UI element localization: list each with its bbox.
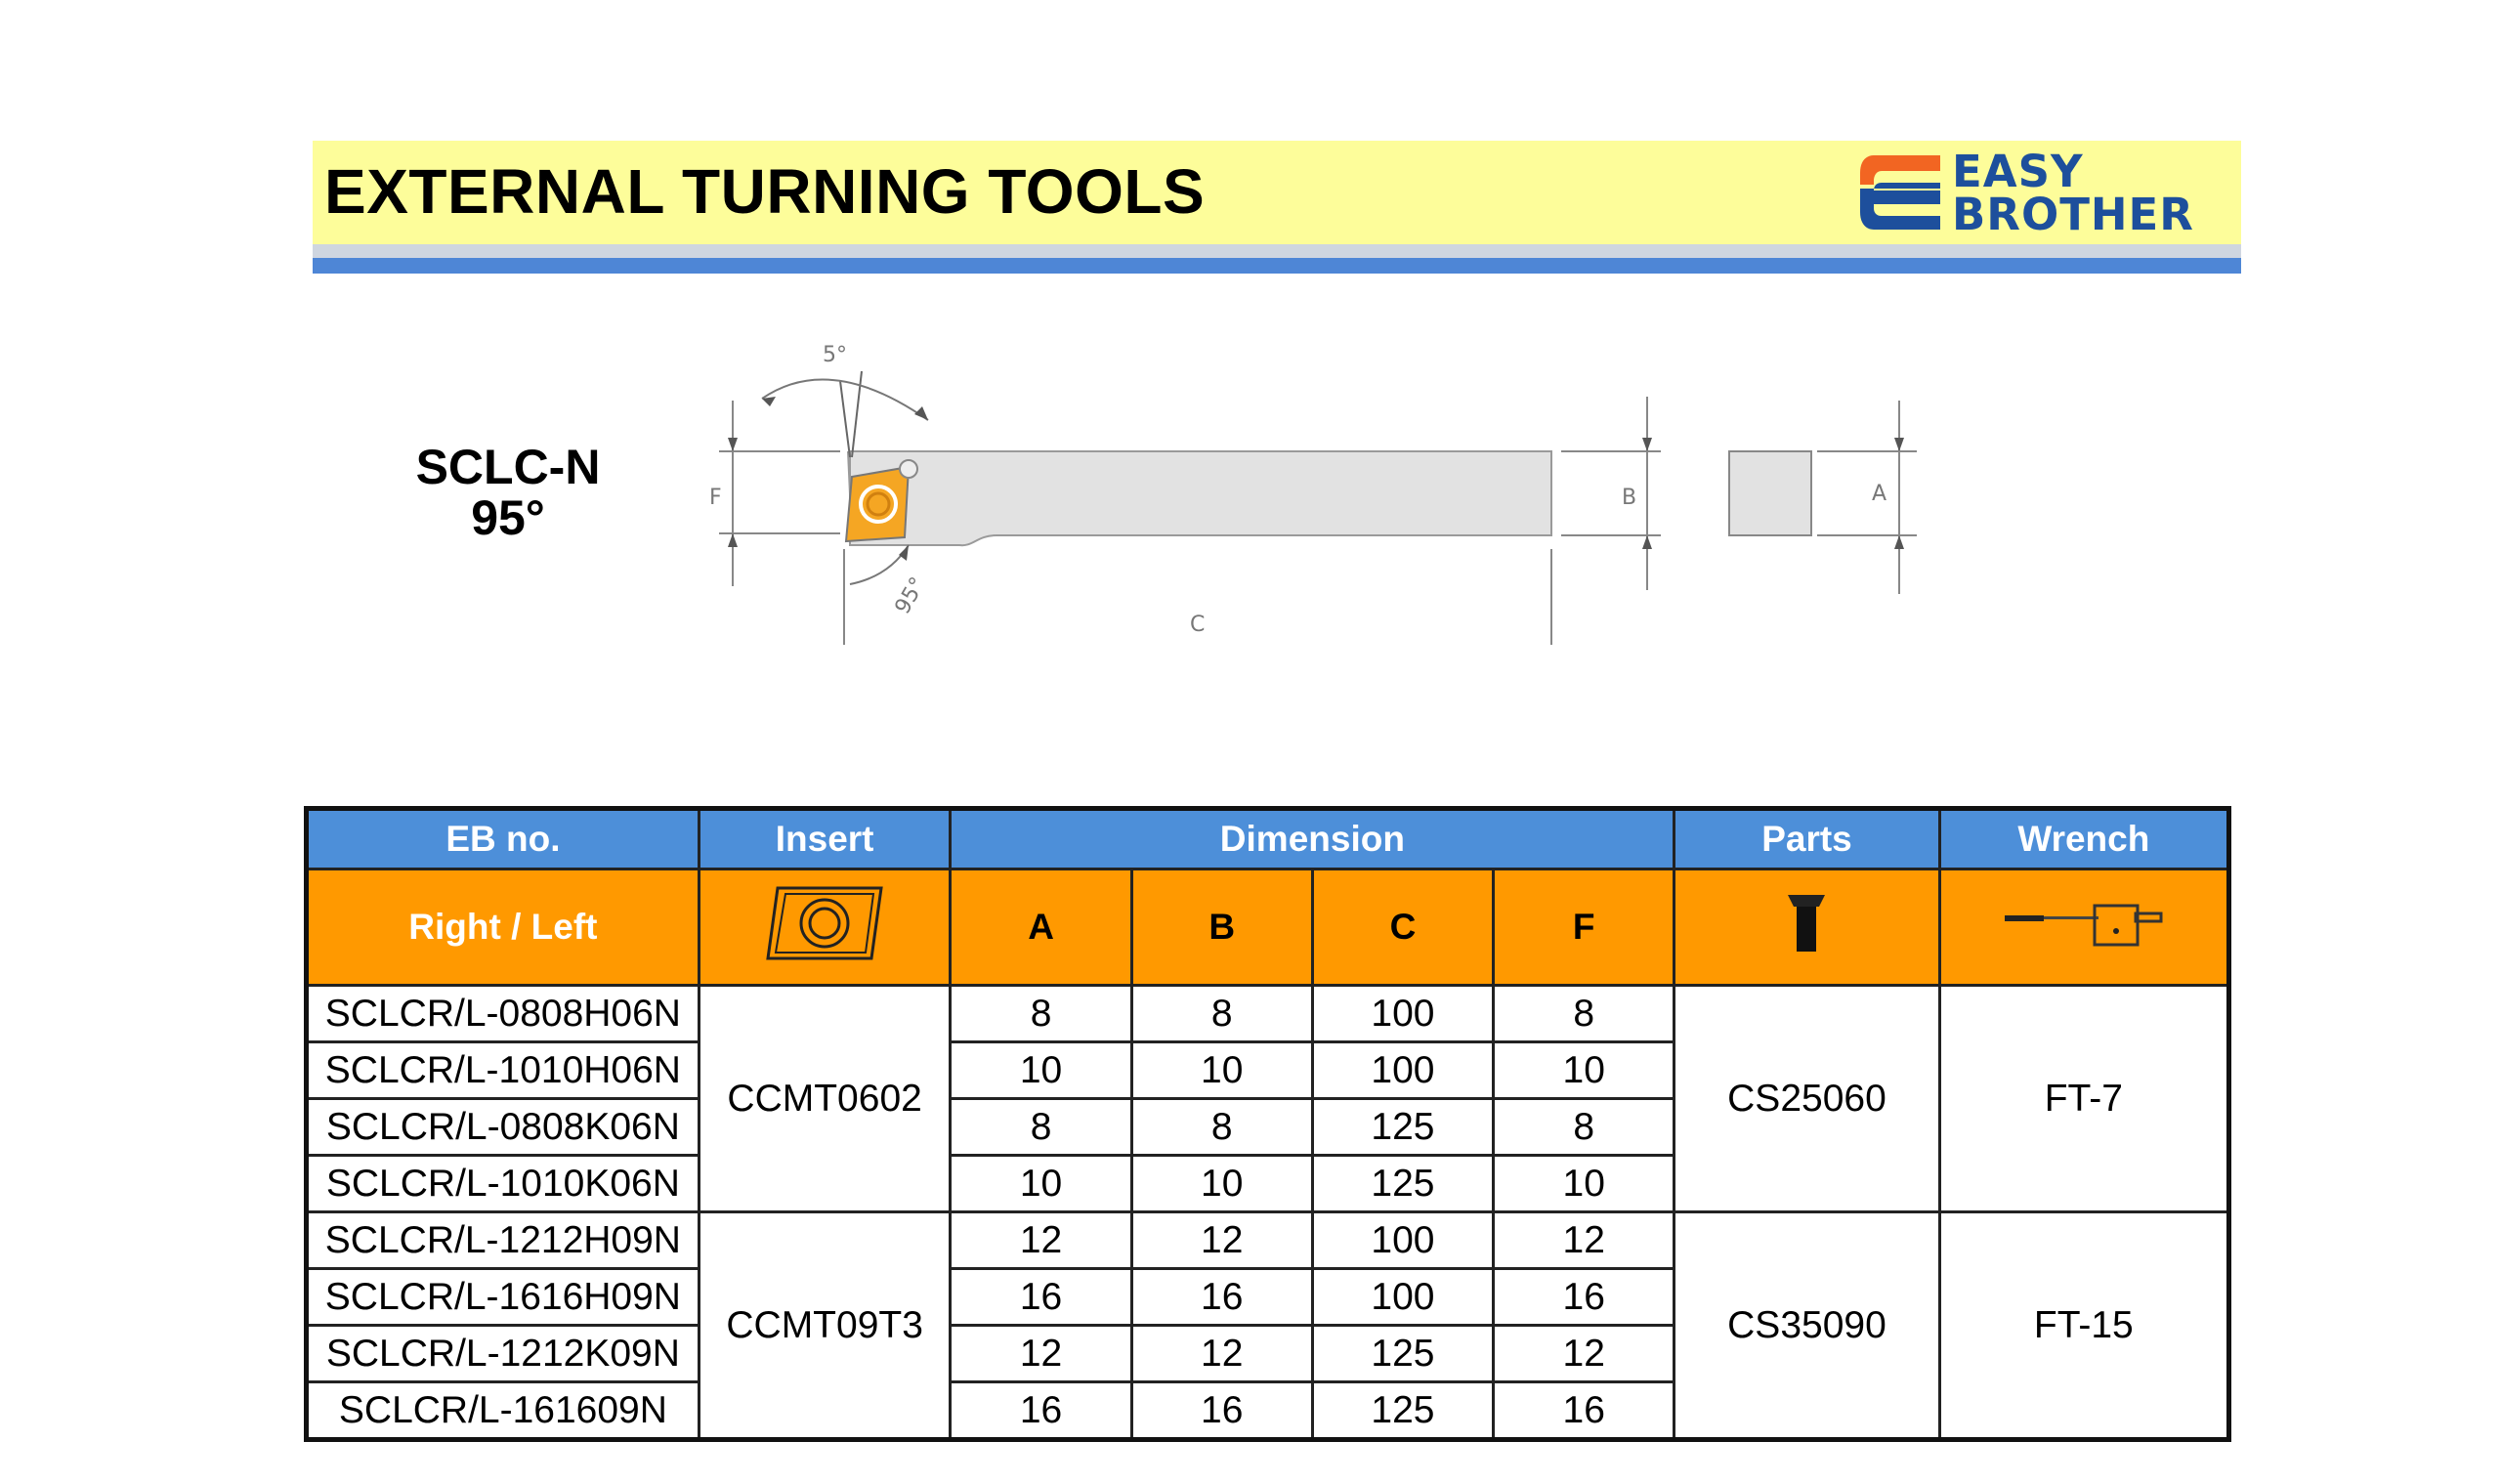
page-title: EXTERNAL TURNING TOOLS: [324, 156, 1206, 227]
col-header-wrench: Wrench: [1939, 809, 2228, 869]
dim-cut-angle: 95°: [890, 572, 931, 618]
dim-C-cell: 100: [1312, 986, 1493, 1042]
col-header-B: B: [1131, 869, 1312, 986]
dim-F-cell: 10: [1494, 1042, 1674, 1099]
col-header-A: A: [951, 869, 1131, 986]
dim-C-cell: 125: [1312, 1099, 1493, 1156]
wrench-cell: FT-7: [1939, 986, 2228, 1212]
logo-text-line1: EASY: [1952, 146, 2084, 197]
table-header-row-1: [307, 809, 2229, 869]
dim-A-cell: 12: [951, 1326, 1131, 1382]
dim-A-cell: 16: [951, 1382, 1131, 1440]
dim-B-cell: 8: [1131, 1099, 1312, 1156]
dim-B: B: [1622, 486, 1637, 510]
dim-A-cell: 8: [951, 986, 1131, 1042]
dim-F-cell: 16: [1494, 1382, 1674, 1440]
table-row: [307, 1212, 2229, 1269]
eb-no-cell: SCLCR/L-1212K09N: [307, 1326, 699, 1382]
eb-no-cell: SCLCR/L-161609N: [307, 1382, 699, 1440]
dim-A-cell: 10: [951, 1042, 1131, 1099]
dim-B-cell: 10: [1131, 1042, 1312, 1099]
dim-F-cell: 12: [1494, 1212, 1674, 1269]
model-angle: 95°: [471, 490, 545, 545]
logo-text-line2: BROTHER: [1952, 189, 2194, 240]
insert-cell: CCMT0602: [699, 986, 951, 1212]
col-header-C: C: [1312, 869, 1493, 986]
dim-B-cell: 12: [1131, 1212, 1312, 1269]
logo-mark-icon: [1856, 151, 1946, 233]
col-header-dimension: Dimension: [951, 809, 1674, 869]
tool-shank: [850, 451, 1551, 545]
eb-no-cell: SCLCR/L-1010K06N: [307, 1156, 699, 1212]
insert-icon: [699, 869, 951, 986]
eb-no-cell: SCLCR/L-1616H09N: [307, 1269, 699, 1326]
brand-logo: [1856, 146, 2235, 240]
dim-C-cell: 100: [1312, 1042, 1493, 1099]
dim-F-cell: 16: [1494, 1269, 1674, 1326]
model-label: [391, 442, 625, 543]
eb-no-cell: SCLCR/L-0808K06N: [307, 1099, 699, 1156]
tool-drawing: [684, 332, 1973, 664]
col-header-right-left: Right / Left: [307, 869, 699, 986]
eb-no-cell: SCLCR/L-0808H06N: [307, 986, 699, 1042]
dim-B-cell: 12: [1131, 1326, 1312, 1382]
header-accent-bar: [313, 258, 2241, 274]
wrench-icon: [1939, 869, 2228, 986]
dim-C-cell: 100: [1312, 1269, 1493, 1326]
dim-C-cell: 125: [1312, 1382, 1493, 1440]
dim-C-cell: 100: [1312, 1212, 1493, 1269]
col-header-eb-no: EB no.: [307, 809, 699, 869]
eb-no-cell: SCLCR/L-1010H06N: [307, 1042, 699, 1099]
dim-A-cell: 8: [951, 1099, 1131, 1156]
dim-A-cell: 12: [951, 1212, 1131, 1269]
parts-cell: CS25060: [1674, 986, 1939, 1212]
insert-cell: CCMT09T3: [699, 1212, 951, 1440]
dim-A-cell: 16: [951, 1269, 1131, 1326]
dim-F-cell: 10: [1494, 1156, 1674, 1212]
dim-A: A: [1872, 482, 1887, 506]
dim-B-cell: 8: [1131, 986, 1312, 1042]
model-code: SCLC-N: [415, 440, 601, 494]
dim-B-cell: 10: [1131, 1156, 1312, 1212]
col-header-insert: Insert: [699, 809, 951, 869]
dim-C: C: [1190, 613, 1206, 637]
screw-icon: [1674, 869, 1939, 986]
spec-table: [304, 806, 2231, 1442]
col-header-parts: Parts: [1674, 809, 1939, 869]
dim-C-cell: 125: [1312, 1156, 1493, 1212]
shank-cross-section: [1729, 451, 1811, 535]
col-header-F: F: [1494, 869, 1674, 986]
table-row: [307, 986, 2229, 1042]
dim-F-cell: 12: [1494, 1326, 1674, 1382]
dim-top-angle: 5°: [823, 343, 847, 367]
parts-cell: CS35090: [1674, 1212, 1939, 1440]
dim-A-cell: 10: [951, 1156, 1131, 1212]
dim-F-cell: 8: [1494, 986, 1674, 1042]
dim-F: F: [709, 486, 722, 510]
dim-B-cell: 16: [1131, 1382, 1312, 1440]
table-header-row-2: [307, 869, 2229, 986]
header-divider: [313, 244, 2241, 258]
dim-C-cell: 125: [1312, 1326, 1493, 1382]
eb-no-cell: SCLCR/L-1212H09N: [307, 1212, 699, 1269]
wrench-cell: FT-15: [1939, 1212, 2228, 1440]
dim-F-cell: 8: [1494, 1099, 1674, 1156]
dim-B-cell: 16: [1131, 1269, 1312, 1326]
